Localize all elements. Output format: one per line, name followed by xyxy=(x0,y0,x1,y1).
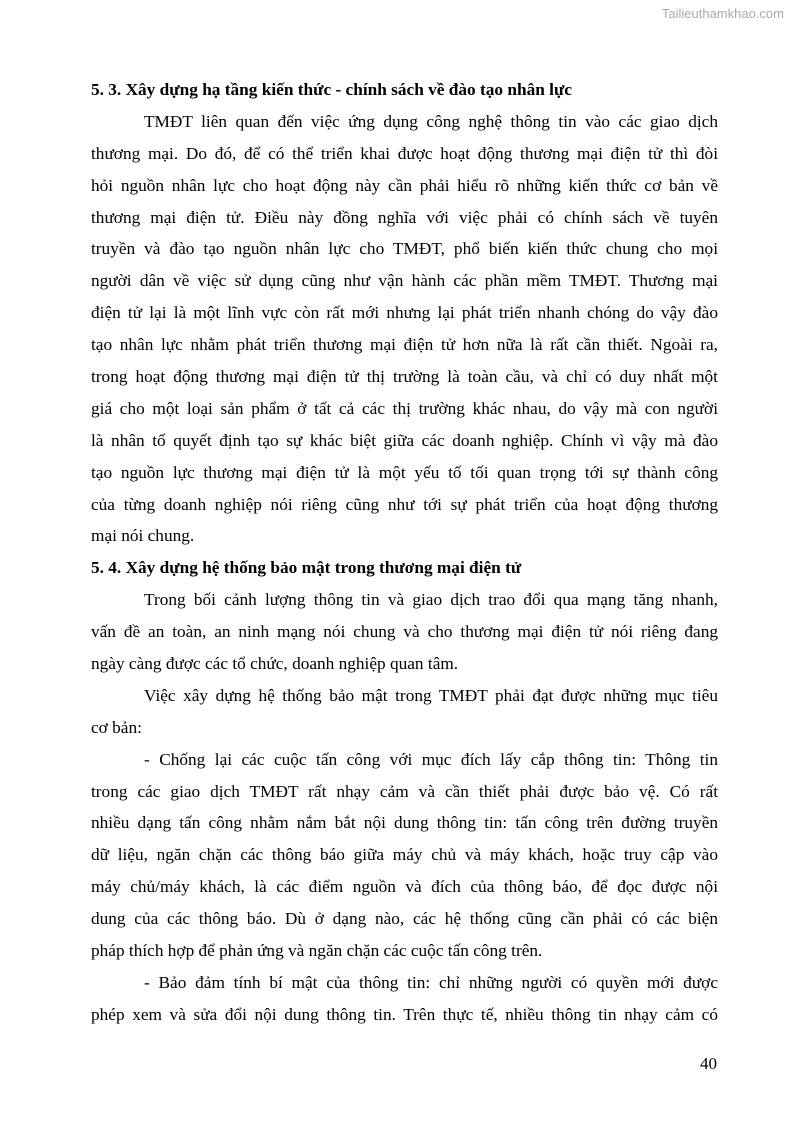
text-line: pháp thích hợp để phản ứng và ngăn chặn các cuộc tấn công trên. xyxy=(91,941,543,961)
text-line: - Chống lại các cuộc tấn công với mục đích lấy cắp thông tin: Thông tin xyxy=(144,749,718,769)
text-line: của từng doanh nghiệp nói riêng cũng như tới sự phát triển của hoạt động thương xyxy=(91,494,718,514)
text-line: trong các giao dịch TMĐT rất nhạy cảm và cần thiết phải được bảo vệ. Có rất xyxy=(91,781,718,801)
text-line: giá cho một loại sản phẩm ở tất cả các thị trường khác nhau, do vậy mà con người xyxy=(91,398,718,418)
text-line: ngày càng được các tổ chức, doanh nghiệp quan tâm. xyxy=(91,654,459,674)
document-body xyxy=(91,74,718,1031)
text-line: mại nói chung. xyxy=(91,526,195,546)
paragraph xyxy=(91,744,718,967)
text-line: phép xem và sửa đổi nội dung thông tin. Trên thực tế, nhiều thông tin nhạy cảm có xyxy=(91,1004,718,1024)
text-line: dữ liệu, ngăn chặn các thông báo giữa máy chủ và máy khách, hoặc truy cập vào xyxy=(91,845,718,865)
section-heading: 5. 3. Xây dựng hạ tầng kiến thức - chính sách về đào tạo nhân lực xyxy=(91,80,572,99)
text-line: dung của các thông báo. Dù ở dạng nào, các hệ thống cũng cần phải có các biện xyxy=(91,909,718,929)
paragraph xyxy=(91,967,718,1031)
text-line: thương mại điện tử. Điều này đồng nghĩa với việc phải có chính sách về tuyên xyxy=(91,207,718,227)
text-line: là nhân tố quyết định tạo sự khác biệt giữa các doanh nghiệp. Chính vì vậy mà đào xyxy=(91,430,718,450)
page-number: 40 xyxy=(700,1054,717,1073)
text-line: tạo nhân lực nhằm phát triển thương mại điện tử hơn nữa là rất cần thiết. Ngoài ra, xyxy=(91,335,718,355)
text-line: cơ bản: xyxy=(91,717,142,737)
paragraph xyxy=(91,106,718,552)
text-line: trong hoạt động thương mại điện tử thị trường là toàn cầu, và chỉ có duy nhất một xyxy=(91,367,718,387)
text-line: thương mại. Do đó, để có thể triển khai được hoạt động thương mại điện tử thì đòi xyxy=(91,143,718,163)
text-line: điện tử lại là một lĩnh vực còn rất mới nhưng lại phát triển nhanh chóng do vậy đào xyxy=(91,303,718,323)
text-line: nhiều dạng tấn công nhằm nắm bắt nội dung thông tin: tấn công trên đường truyền xyxy=(91,813,718,833)
watermark: Tailieuthamkhao.com xyxy=(661,6,784,21)
text-line: vấn đề an toàn, an ninh mạng nói chung và cho thương mại điện tử nói riêng đang xyxy=(91,622,718,642)
paragraph xyxy=(91,584,718,680)
text-line: hỏi nguồn nhân lực cho hoạt động này cần phải hiểu rõ những kiến thức cơ bản về xyxy=(91,175,718,195)
text-line: Trong bối cảnh lượng thông tin và giao dịch trao đổi qua mạng tăng nhanh, xyxy=(144,590,718,610)
text-line: tạo nguồn lực thương mại điện tử là một yếu tố tối quan trọng tới sự thành công xyxy=(91,462,718,482)
section-heading: 5. 4. Xây dựng hệ thống bảo mật trong thương mại điện tử xyxy=(91,558,522,578)
paragraph xyxy=(91,680,718,744)
text-line: truyền và đào tạo nguồn nhân lực cho TMĐT, phổ biến kiến thức chung cho mọi xyxy=(91,239,718,259)
text-line: Việc xây dựng hệ thống bảo mật trong TMĐT phải đạt được những mục tiêu xyxy=(144,685,718,705)
text-line: máy chủ/máy khách, là các điểm nguồn và đích của thông báo, để đọc được nội xyxy=(91,877,718,897)
text-line: - Bảo đảm tính bí mật của thông tin: chỉ những người có quyền mới được xyxy=(144,972,718,992)
text-line: TMĐT liên quan đến việc ứng dụng công nghệ thông tin vào các giao dịch xyxy=(144,111,718,131)
text-line: người dân về việc sử dụng cũng như vận hành các phần mềm TMĐT. Thương mại xyxy=(91,271,718,291)
